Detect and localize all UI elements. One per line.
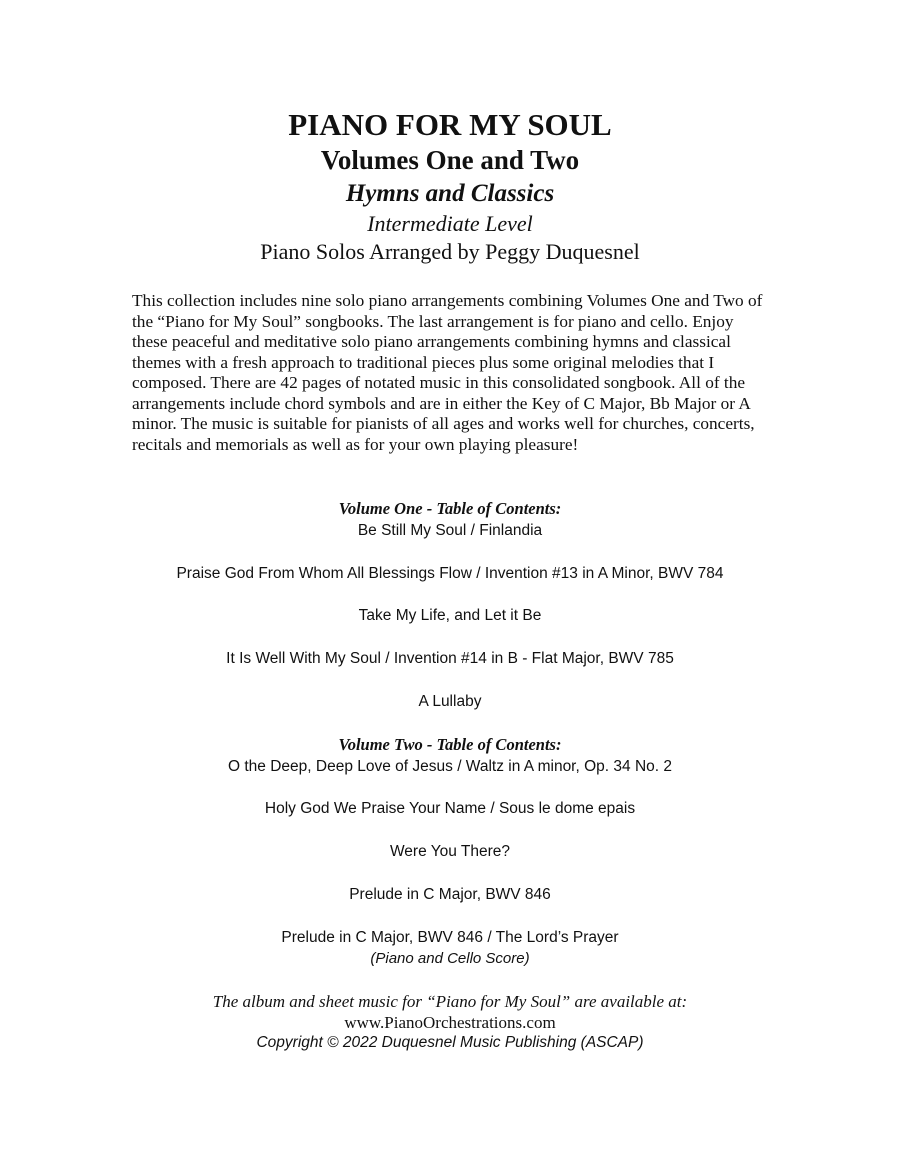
toc-item: It Is Well With My Soul / Invention #14 in B - Flat Major, BWV 785	[226, 650, 674, 667]
page-title: PIANO FOR MY SOUL	[288, 107, 612, 142]
difficulty-level: Intermediate Level	[367, 211, 533, 236]
page-tagline: Hymns and Classics	[345, 180, 555, 207]
toc-item: Be Still My Soul / Finlandia	[357, 522, 543, 539]
toc-item: Take My Life, and Let it Be	[358, 607, 542, 624]
toc-item: A Lullaby	[418, 693, 482, 710]
toc-item: Prelude in C Major, BWV 846 / The Lord’s Prayer	[281, 929, 619, 946]
availability-note: The album and sheet music for “Piano for My Soul” are available at:	[212, 992, 688, 1011]
toc-item: Were You There?	[389, 843, 511, 860]
toc-item: O the Deep, Deep Love of Jesus / Waltz in A minor, Op. 34 No. 2	[228, 758, 672, 775]
toc-item-note: (Piano and Cello Score)	[370, 950, 530, 967]
toc-item: Prelude in C Major, BWV 846	[349, 886, 551, 903]
page-subtitle: Volumes One and Two	[320, 145, 580, 175]
volume-two-heading: Volume Two - Table of Contents:	[338, 735, 562, 754]
arranger-credit: Piano Solos Arranged by Peggy Duquesnel	[260, 239, 640, 264]
website-link[interactable]: www.PianoOrchestrations.com	[344, 1013, 556, 1032]
intro-paragraph: This collection includes nine solo piano arrangements combining Volumes One and Two of the “Piano for My Soul” songbooks. The last arrangement is for piano and cello. Enjoy these peaceful and meditative solo piano arrangements combining hymns and classical themes with a fresh approach to traditional pieces plus some original melodies that I composed. There are 42 pages of notated music in this consolidated songbook. All of the arrangements include chord symbols and are in either the Key of C Major, Bb Major or A minor. The music is suitable for pianists of all ages and works well for churches, concerts, recitals and memorials as well as for your own playing pleasure!	[132, 291, 763, 454]
toc-item: Holy God We Praise Your Name / Sous le dome epais	[264, 800, 636, 817]
copyright-notice: Copyright © 2022 Duquesnel Music Publishing (ASCAP)	[256, 1034, 644, 1051]
volume-one-heading: Volume One - Table of Contents:	[338, 499, 562, 518]
toc-item: Praise God From Whom All Blessings Flow / Invention #13 in A Minor, BWV 784	[176, 565, 724, 582]
